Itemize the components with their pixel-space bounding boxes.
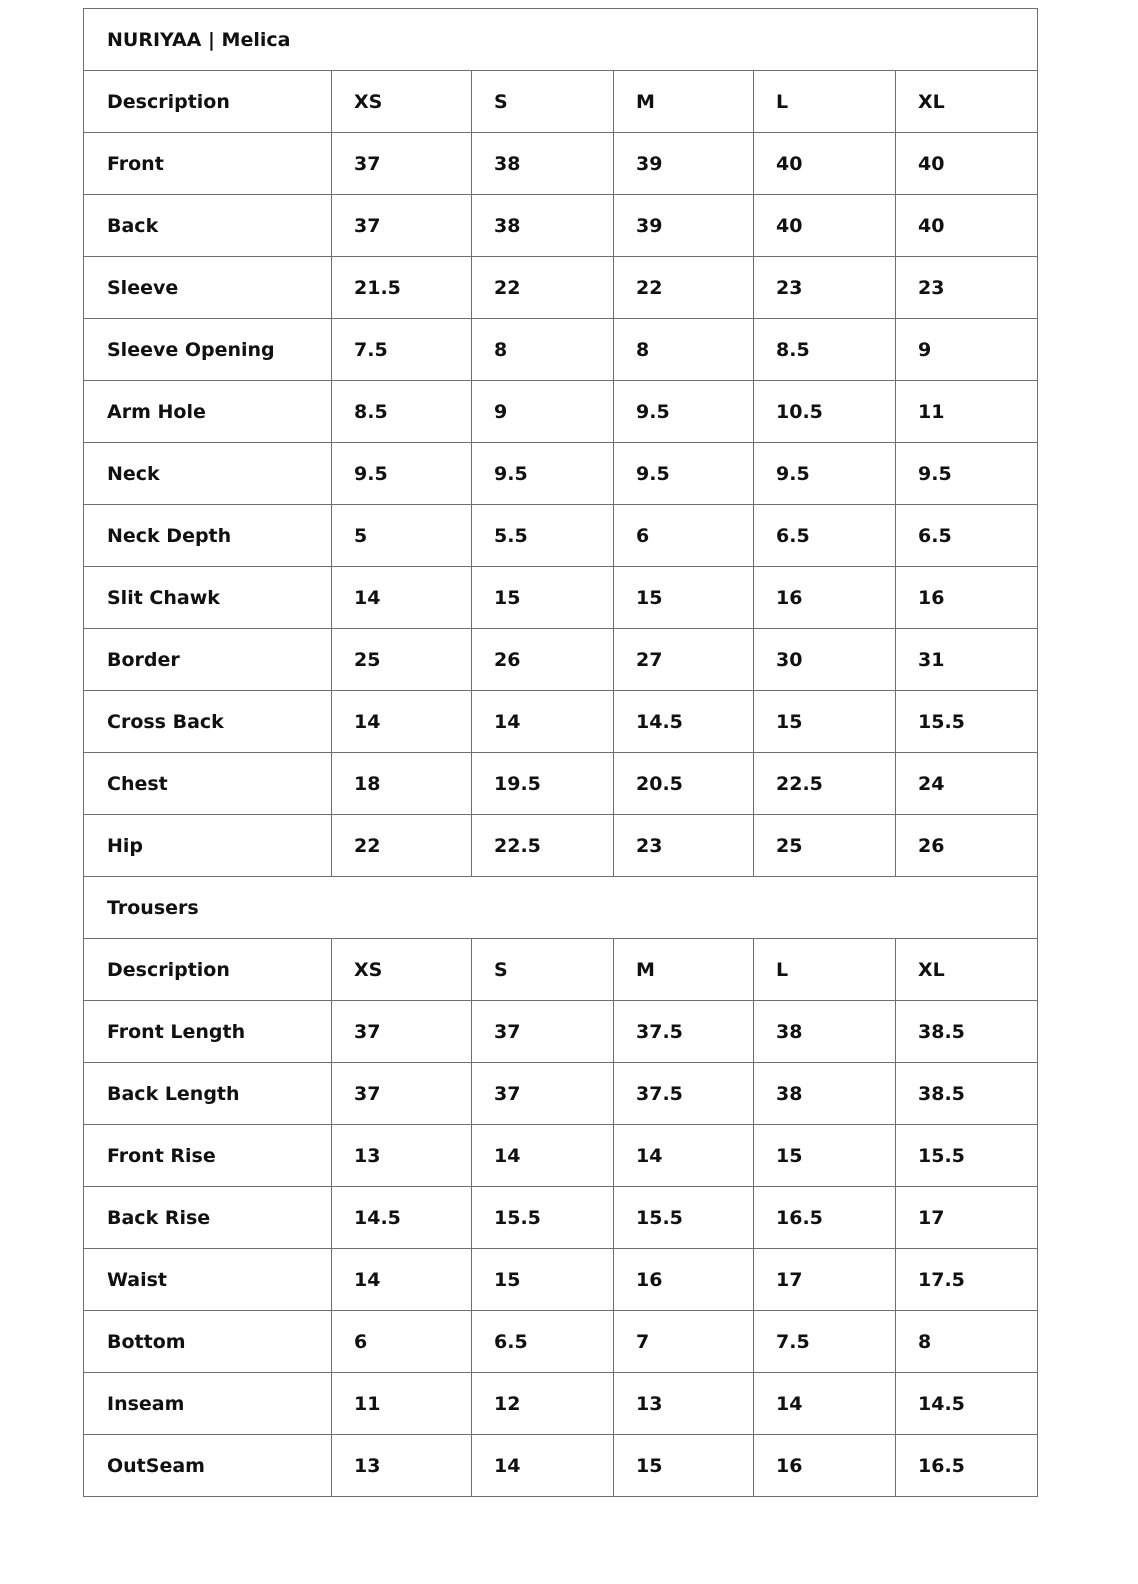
table-row	[84, 133, 1038, 195]
column-header: XS	[332, 939, 472, 1001]
measurement-cell: 9.5	[614, 443, 754, 505]
measurement-cell: 37	[332, 1063, 472, 1125]
measurement-cell: 25	[754, 815, 896, 877]
measurement-cell: 15	[754, 691, 896, 753]
column-header: S	[472, 939, 614, 1001]
measurement-cell: 16	[754, 567, 896, 629]
measurement-cell: 37.5	[614, 1063, 754, 1125]
measurement-cell: 14.5	[896, 1373, 1038, 1435]
measurement-cell: 37	[472, 1001, 614, 1063]
measurement-cell: 40	[754, 133, 896, 195]
measurement-cell: 15	[472, 1249, 614, 1311]
row-label: Slit Chawk	[84, 567, 332, 629]
measurement-cell: 40	[896, 195, 1038, 257]
measurement-cell: 15	[614, 1435, 754, 1497]
measurement-cell: 8	[896, 1311, 1038, 1373]
measurement-cell: 6	[332, 1311, 472, 1373]
measurement-cell: 38	[754, 1001, 896, 1063]
measurement-cell: 8.5	[332, 381, 472, 443]
measurement-cell: 38	[472, 133, 614, 195]
measurement-cell: 38.5	[896, 1063, 1038, 1125]
measurement-cell: 23	[896, 257, 1038, 319]
measurement-cell: 17.5	[896, 1249, 1038, 1311]
row-label: Sleeve Opening	[84, 319, 332, 381]
measurement-cell: 22.5	[472, 815, 614, 877]
column-header: XL	[896, 939, 1038, 1001]
row-label: Front Length	[84, 1001, 332, 1063]
measurement-cell: 27	[614, 629, 754, 691]
table-row	[84, 567, 1038, 629]
measurement-cell: 14	[472, 1435, 614, 1497]
shirt-title-row	[84, 9, 1038, 71]
measurement-cell: 14.5	[332, 1187, 472, 1249]
measurement-cell: 15	[614, 567, 754, 629]
measurement-cell: 38.5	[896, 1001, 1038, 1063]
column-header: XS	[332, 71, 472, 133]
measurement-cell: 16	[754, 1435, 896, 1497]
measurement-cell: 6.5	[896, 505, 1038, 567]
measurement-cell: 8.5	[754, 319, 896, 381]
table-row	[84, 1001, 1038, 1063]
row-label: Arm Hole	[84, 381, 332, 443]
measurement-cell: 21.5	[332, 257, 472, 319]
column-header: Description	[84, 71, 332, 133]
measurement-cell: 30	[754, 629, 896, 691]
column-header: Description	[84, 939, 332, 1001]
shirt-section-title: NURIYAA | Melica	[84, 9, 1038, 71]
measurement-cell: 37	[332, 1001, 472, 1063]
row-label: Front	[84, 133, 332, 195]
table-row	[84, 1063, 1038, 1125]
row-label: Back Length	[84, 1063, 332, 1125]
measurement-cell: 22	[472, 257, 614, 319]
measurement-cell: 9.5	[332, 443, 472, 505]
measurement-cell: 9	[472, 381, 614, 443]
measurement-cell: 25	[332, 629, 472, 691]
measurement-cell: 26	[472, 629, 614, 691]
row-label: OutSeam	[84, 1435, 332, 1497]
column-header: XL	[896, 71, 1038, 133]
measurement-cell: 14	[472, 691, 614, 753]
row-label: Back Rise	[84, 1187, 332, 1249]
column-header: M	[614, 71, 754, 133]
measurement-cell: 15	[472, 567, 614, 629]
measurement-cell: 8	[614, 319, 754, 381]
table-row	[84, 381, 1038, 443]
measurement-cell: 5.5	[472, 505, 614, 567]
measurement-cell: 37	[332, 195, 472, 257]
measurement-cell: 24	[896, 753, 1038, 815]
measurement-cell: 13	[332, 1125, 472, 1187]
measurement-cell: 19.5	[472, 753, 614, 815]
table-row	[84, 505, 1038, 567]
measurement-cell: 14	[332, 691, 472, 753]
measurement-cell: 18	[332, 753, 472, 815]
row-label: Back	[84, 195, 332, 257]
trousers-header-row	[84, 939, 1038, 1001]
measurement-cell: 6.5	[472, 1311, 614, 1373]
row-label: Neck Depth	[84, 505, 332, 567]
size-chart-body	[84, 9, 1038, 1497]
measurement-cell: 7	[614, 1311, 754, 1373]
measurement-cell: 15.5	[472, 1187, 614, 1249]
measurement-cell: 23	[614, 815, 754, 877]
measurement-cell: 39	[614, 195, 754, 257]
measurement-cell: 11	[896, 381, 1038, 443]
table-row	[84, 1125, 1038, 1187]
measurement-cell: 11	[332, 1373, 472, 1435]
measurement-cell: 37	[472, 1063, 614, 1125]
measurement-cell: 15.5	[896, 691, 1038, 753]
measurement-cell: 14	[754, 1373, 896, 1435]
row-label: Bottom	[84, 1311, 332, 1373]
measurement-cell: 20.5	[614, 753, 754, 815]
table-row	[84, 1435, 1038, 1497]
measurement-cell: 15.5	[896, 1125, 1038, 1187]
measurement-cell: 22	[332, 815, 472, 877]
column-header: S	[472, 71, 614, 133]
measurement-cell: 14	[332, 567, 472, 629]
measurement-cell: 9.5	[896, 443, 1038, 505]
column-header: M	[614, 939, 754, 1001]
row-label: Inseam	[84, 1373, 332, 1435]
measurement-cell: 14	[614, 1125, 754, 1187]
measurement-cell: 12	[472, 1373, 614, 1435]
table-row	[84, 195, 1038, 257]
row-label: Chest	[84, 753, 332, 815]
measurement-cell: 14.5	[614, 691, 754, 753]
row-label: Border	[84, 629, 332, 691]
table-row	[84, 1311, 1038, 1373]
row-label: Hip	[84, 815, 332, 877]
measurement-cell: 16.5	[754, 1187, 896, 1249]
table-row	[84, 691, 1038, 753]
shirt-header-row	[84, 71, 1038, 133]
measurement-cell: 17	[896, 1187, 1038, 1249]
measurement-cell: 15.5	[614, 1187, 754, 1249]
table-row	[84, 1373, 1038, 1435]
measurement-cell: 38	[754, 1063, 896, 1125]
size-chart-table	[83, 8, 1038, 1497]
measurement-cell: 9.5	[614, 381, 754, 443]
trousers-title-row	[84, 877, 1038, 939]
row-label: Waist	[84, 1249, 332, 1311]
measurement-cell: 8	[472, 319, 614, 381]
measurement-cell: 17	[754, 1249, 896, 1311]
measurement-cell: 16	[896, 567, 1038, 629]
measurement-cell: 14	[472, 1125, 614, 1187]
measurement-cell: 14	[332, 1249, 472, 1311]
measurement-cell: 7.5	[754, 1311, 896, 1373]
measurement-cell: 38	[472, 195, 614, 257]
table-row	[84, 1249, 1038, 1311]
measurement-cell: 16	[614, 1249, 754, 1311]
row-label: Sleeve	[84, 257, 332, 319]
measurement-cell: 15	[754, 1125, 896, 1187]
measurement-cell: 7.5	[332, 319, 472, 381]
table-row	[84, 1187, 1038, 1249]
measurement-cell: 22	[614, 257, 754, 319]
measurement-cell: 10.5	[754, 381, 896, 443]
measurement-cell: 39	[614, 133, 754, 195]
column-header: L	[754, 71, 896, 133]
row-label: Cross Back	[84, 691, 332, 753]
table-row	[84, 629, 1038, 691]
measurement-cell: 40	[754, 195, 896, 257]
measurement-cell: 16.5	[896, 1435, 1038, 1497]
measurement-cell: 13	[332, 1435, 472, 1497]
row-label: Front Rise	[84, 1125, 332, 1187]
table-row	[84, 815, 1038, 877]
table-row	[84, 257, 1038, 319]
trousers-section-title: Trousers	[84, 877, 1038, 939]
row-label: Neck	[84, 443, 332, 505]
measurement-cell: 37.5	[614, 1001, 754, 1063]
measurement-cell: 40	[896, 133, 1038, 195]
measurement-cell: 6.5	[754, 505, 896, 567]
measurement-cell: 13	[614, 1373, 754, 1435]
measurement-cell: 26	[896, 815, 1038, 877]
measurement-cell: 37	[332, 133, 472, 195]
measurement-cell: 9.5	[472, 443, 614, 505]
measurement-cell: 9.5	[754, 443, 896, 505]
table-row	[84, 753, 1038, 815]
measurement-cell: 22.5	[754, 753, 896, 815]
measurement-cell: 5	[332, 505, 472, 567]
measurement-cell: 31	[896, 629, 1038, 691]
table-row	[84, 319, 1038, 381]
measurement-cell: 9	[896, 319, 1038, 381]
column-header: L	[754, 939, 896, 1001]
measurement-cell: 6	[614, 505, 754, 567]
table-row	[84, 443, 1038, 505]
measurement-cell: 23	[754, 257, 896, 319]
